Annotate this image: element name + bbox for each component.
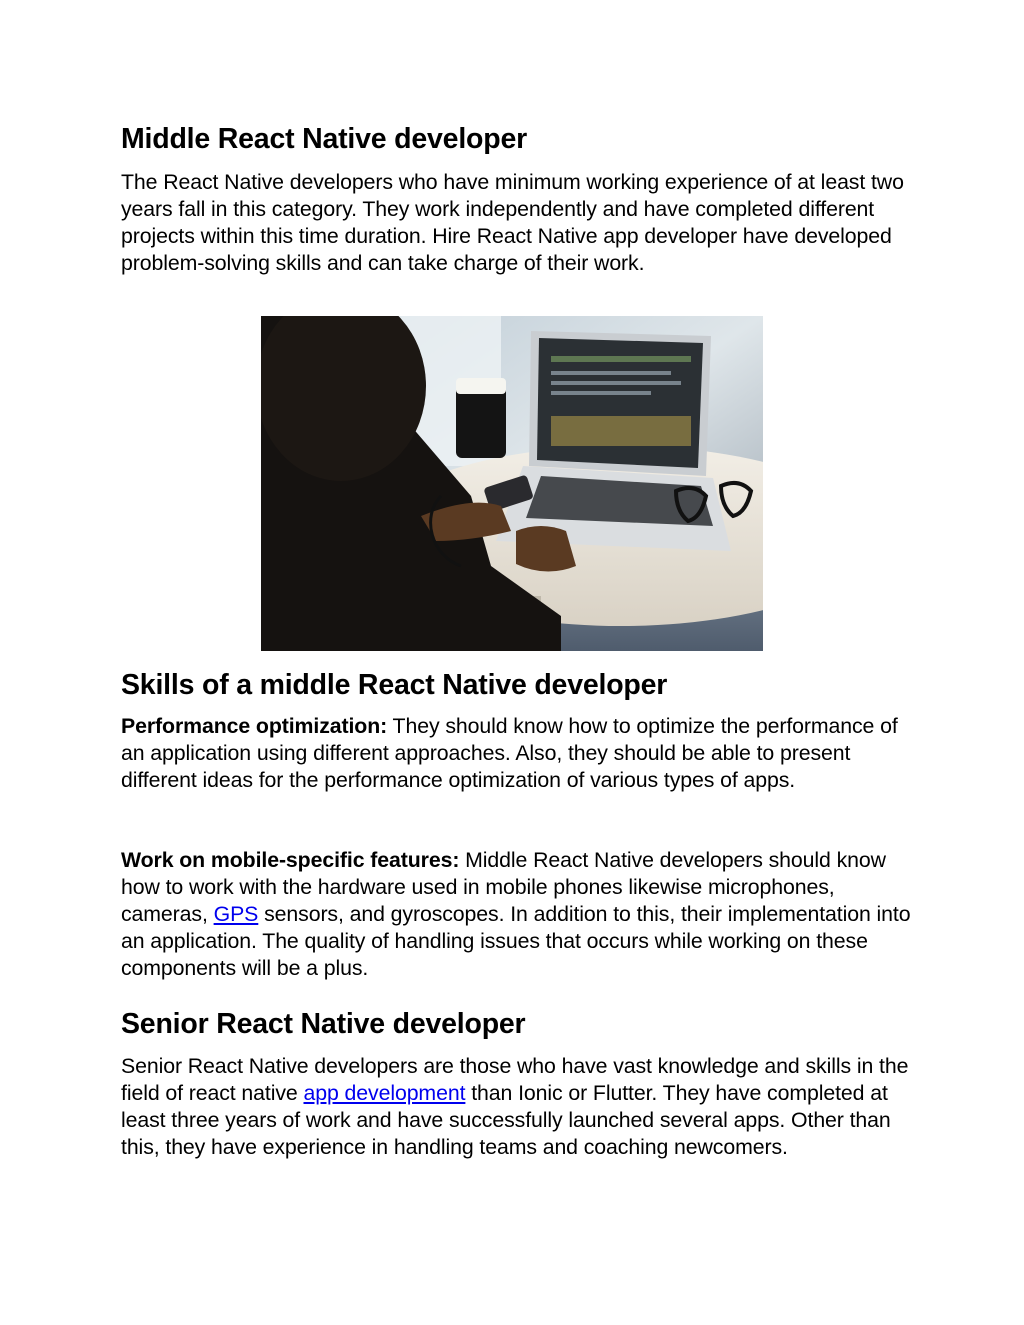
text-performance-optimization: They should know how to optimize the performance of an application using different approaches. Also, they should be able to present different ideas for the performance optimization of various types of apps. bbox=[121, 714, 898, 792]
link-app-development[interactable]: app development bbox=[303, 1081, 466, 1105]
photo-developer-laptop bbox=[261, 316, 763, 651]
heading-middle-developer: Middle React Native developer bbox=[121, 123, 528, 155]
paragraph-middle-developer: The React Native developers who have minimum working experience of at least two years fall in this category. They work independently and have completed different projects within this time duration. Hire React Native app developer have developed problem-solving skills and can take charge of their work. bbox=[121, 170, 904, 275]
heading-senior-developer: Senior React Native developer bbox=[121, 1008, 526, 1040]
label-mobile-features: Work on mobile-specific features: bbox=[121, 848, 460, 872]
paragraph-senior-developer bbox=[121, 1053, 911, 1161]
label-performance-optimization: Performance optimization: bbox=[121, 714, 388, 738]
text-mobile-features-after: sensors, and gyroscopes. In addition to this, their implementation into an application. The quality of handling issues that occurs while working on these components will be a plus. bbox=[121, 902, 911, 980]
text-mobile-features-before: Middle React Native developers should know how to work with the hardware used in mobile phones likewise microphones, cameras, bbox=[121, 848, 886, 926]
paragraph-performance-optimization bbox=[121, 713, 911, 794]
text-senior-before: Senior React Native developers are those who have vast knowledge and skills in the field of react native bbox=[121, 1054, 909, 1105]
heading-skills: Skills of a middle React Native developer bbox=[121, 669, 668, 701]
text-senior-after: than Ionic or Flutter. They have completed at least three years of work and have successfully launched several apps. Other than this, they have experience in handling teams and coaching newcomers. bbox=[121, 1081, 891, 1159]
link-gps[interactable]: GPS bbox=[213, 902, 259, 926]
paragraph-mobile-features bbox=[121, 847, 911, 982]
